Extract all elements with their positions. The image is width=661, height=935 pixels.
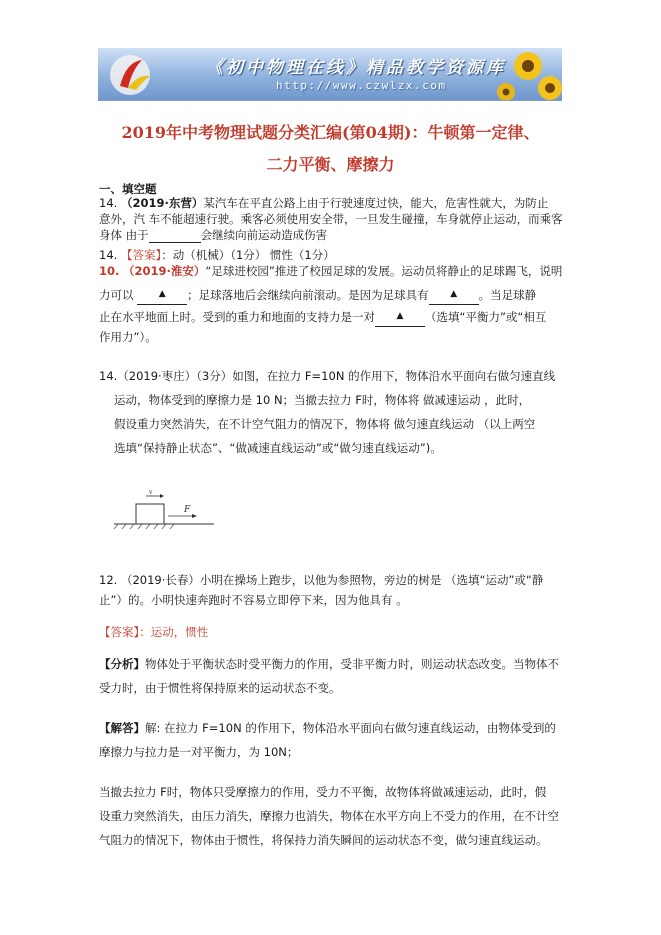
analysis-line1 <box>99 657 559 671</box>
q2-line2 <box>99 288 536 305</box>
answer-blank <box>149 228 201 243</box>
answer-blank-marker <box>137 288 187 305</box>
solution-text: 解: 在拉力 F=10N 的作用下，物体沿水平面向右做匀速直线运动，由物体受到的 <box>145 721 556 735</box>
q2-line1 <box>99 264 562 278</box>
solution-line3: 当撤去拉力 F时，物体只受摩擦力的作用，受力不平衡，故物体将做减速运动，此时，假 <box>99 785 547 799</box>
q2-line2-middle: ；足球落地后会继续向前滚动。是因为足球具有 <box>187 288 429 302</box>
q1-line1 <box>99 196 548 210</box>
page-title-line2: 二力平衡、摩擦力 <box>266 155 395 174</box>
velocity-label: v <box>149 489 153 496</box>
q3-line1: 14.（2019·枣庄）（3分）如图，在拉力 F=10N 的作用下，物体沿水平面向右做匀速直线 <box>99 369 556 383</box>
q3-line3: 假设重力突然消失，在不计空气阻力的情况下，物体将 做匀速直线运动 （以上两空 <box>114 417 536 431</box>
triangle-marker-icon: ▲ <box>450 289 458 299</box>
q4-line1: 12. （2019·长春）小明在操场上跑步，以他为参照物，旁边的树是 （选填“运动”或“静 <box>99 573 544 587</box>
q2-number: 10. <box>99 264 120 278</box>
page-title-line1: 2019年中考物理试题分类汇编(第04期)：牛顿第一定律、 <box>121 123 540 142</box>
analysis-text: 物体处于平衡状态时受平衡力的作用，受非平衡力时，则运动状态改变。当物体不 <box>145 657 559 671</box>
answer-blank-marker <box>375 310 425 327</box>
solution-line5: 气阻力的情况下，物体由于惯性，将保持力消失瞬间的运动状态不变，做匀速直线运动。 <box>99 833 548 847</box>
triangle-marker-icon: ▲ <box>396 311 404 321</box>
section-heading: 一、填空题 <box>99 182 157 196</box>
q1-line3-start: 身体 由于 <box>99 228 149 242</box>
solution-line2: 摩擦力与拉力是一对平衡力，为 10N； <box>99 745 299 759</box>
q2-line4: 作用力”）。 <box>99 330 157 344</box>
q1-line2: 意外，汽 车不能超速行驶。乘客必须使用安全带，一旦发生碰撞，车身就停止运动，而乘客 <box>99 212 563 226</box>
q2-line3-start: 止在水平地面上时。受到的重力和地面的支持力是一对 <box>99 310 375 324</box>
q1-source: （2019·东营） <box>120 196 204 210</box>
q1-answer <box>99 248 335 262</box>
q2-line2-start: 力可以 <box>99 288 134 302</box>
q1-text: 某汽车在平直公路上由于行驶速度过快，能大，危害性就大，为防止 <box>203 196 549 210</box>
q2-line2-end: 。当足球静 <box>478 288 537 302</box>
force-arrowhead-icon <box>192 514 197 518</box>
answer-blank-marker <box>429 288 479 305</box>
q1-line3-end: 会继续向前运动造成伤害 <box>200 228 328 242</box>
q1-answer-text: ：动（机械）（1分） 惯性（1分） <box>161 248 335 262</box>
solution-label: 【解答】 <box>99 721 145 735</box>
solution-line1 <box>99 721 556 735</box>
header-banner <box>98 48 562 101</box>
velocity-arrowhead-icon <box>160 494 164 498</box>
q1-line3 <box>99 228 327 243</box>
q1-answer-number: 14. <box>99 248 118 262</box>
banner-title: 《初中物理在线》精品教学资源库 <box>206 58 506 78</box>
block-force-diagram <box>110 486 220 530</box>
q1-number: 14. <box>99 196 118 210</box>
analysis-label: 【分析】 <box>99 657 145 671</box>
solution-line4: 设重力突然消失，由压力消失，摩擦力也消失，物体在水平方向上不受力的作用，在不计空 <box>99 809 559 823</box>
q3-line2: 运动，物体受到的摩擦力是 10 N；当撤去拉力 F时，物体将 做减速运动 ，此时， <box>114 393 531 407</box>
q2-text: “足球进校园”推进了校园足球的发展。运动员将静止的足球踢飞，说明 <box>205 264 563 278</box>
q2-line3 <box>99 310 546 327</box>
force-label: F <box>184 505 191 515</box>
answer-label: 【答案】 <box>120 248 162 262</box>
triangle-marker-icon: ▲ <box>158 289 166 299</box>
q4-answer: 【答案】：运动，惯性 <box>99 625 209 639</box>
q2-source: （2019·淮安） <box>123 264 206 278</box>
ground-hatching <box>114 524 174 529</box>
q2-line3-end: （选填“平衡力”或“相互 <box>425 310 547 324</box>
q4-line2: 止”）的。小明快速奔跑时不容易立即停下来，因为他具有 。 <box>99 593 408 607</box>
q3-line4: 选填“保持静止状态”、“做减速直线运动”或“做匀速直线运动”)。 <box>114 441 442 455</box>
banner-url: http://www.czwlzx.com <box>276 79 447 92</box>
block <box>136 504 164 524</box>
analysis-line2: 受力时，由于惯性将保持原来的运动状态不变。 <box>99 681 341 695</box>
